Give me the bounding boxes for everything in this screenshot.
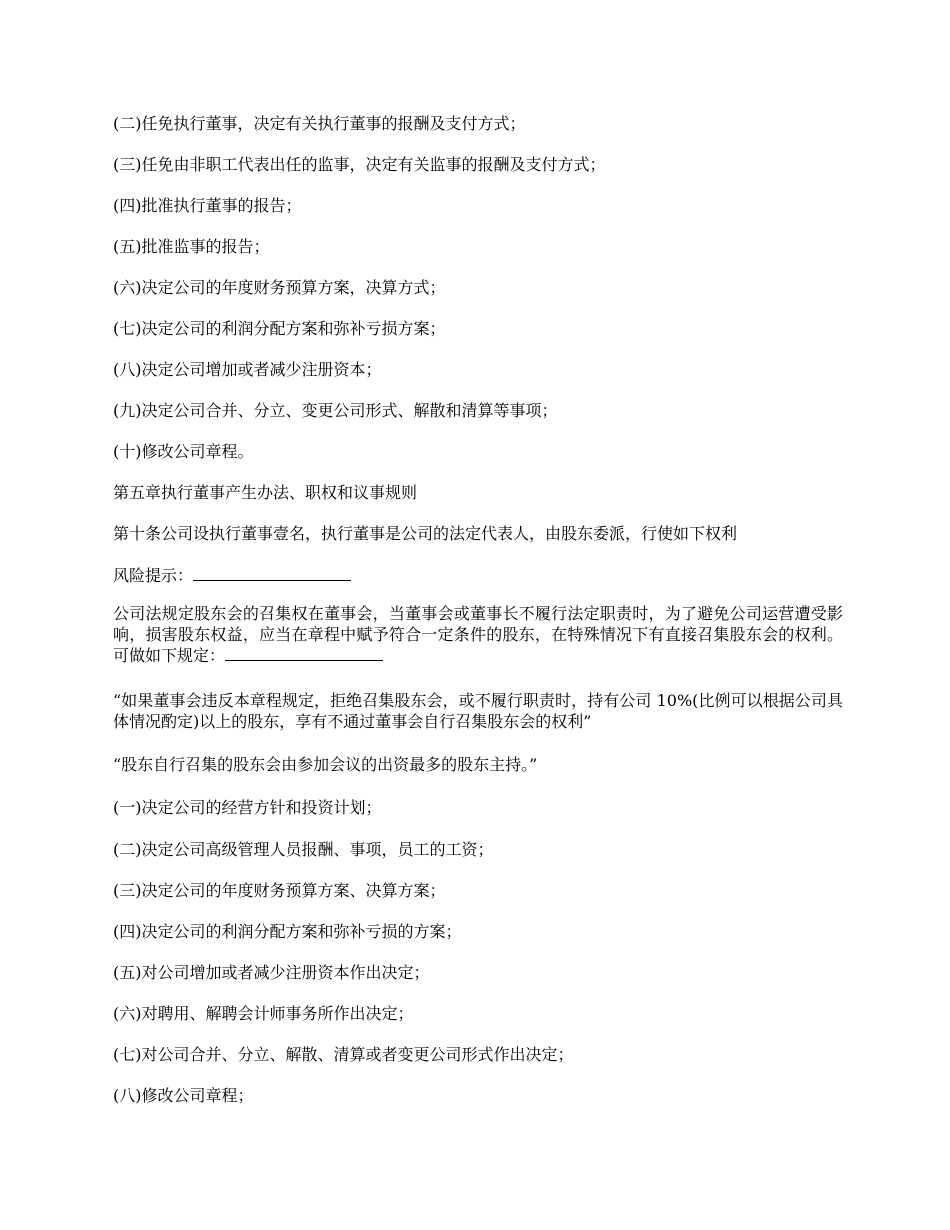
list-item: (三)决定公司的年度财务预算方案、决算方案； [113, 881, 446, 900]
list-item: (十)修改公司章程。 [113, 442, 254, 461]
list-item: (四)批准执行董事的报告； [113, 196, 302, 215]
chapter-heading: 第五章执行董事产生办法、职权和议事规则 [113, 483, 418, 502]
list-item: (八)修改公司章程； [113, 1086, 254, 1105]
risk-paragraph [113, 603, 843, 666]
list-item: (二)决定公司高级管理人员报酬、事项，员工的工资； [113, 840, 494, 859]
list-item: (九)决定公司合并、分立、变更公司形式、解散和清算等事项； [113, 401, 558, 420]
article-ten: 第十条公司设执行董事壹名，执行董事是公司的法定代表人，由股东委派，行使如下权利 [113, 524, 738, 543]
risk-line [113, 565, 843, 586]
quote-paragraph: “如果董事会违反本章程规定，拒绝召集股东会，或不履行职责时，持有公司 10%(比例可以根据公司具体情况酌定)以上的股东，享有不通过董事会自行召集股东会的权利” [113, 691, 843, 731]
risk-label: 风险提示： [113, 566, 194, 585]
list-item: (二)任免执行董事，决定有关执行董事的报酬及支付方式； [113, 114, 526, 133]
list-item: (三)任免由非职工代表出任的监事，决定有关监事的报酬及支付方式； [113, 155, 606, 174]
list-item: (五)对公司增加或者减少注册资本作出决定； [113, 963, 430, 982]
list-item: (八)决定公司增加或者减少注册资本； [113, 360, 382, 379]
fill-in-blank [193, 565, 351, 581]
list-item: (七)对公司合并、分立、解散、清算或者变更公司形式作出决定； [113, 1045, 574, 1064]
list-item: (七)决定公司的利润分配方案和弥补亏损方案； [113, 319, 446, 338]
fill-in-blank [225, 645, 383, 661]
list-item: (四)决定公司的利润分配方案和弥补亏损的方案； [113, 922, 462, 941]
quote-line: “股东自行召集的股东会由参加会议的出资最多的股东主持。” [113, 755, 538, 774]
risk-paragraph-text: 公司法规定股东会的召集权在董事会，当董事会或董事长不履行法定职责时，为了避免公司运营遭受影响，损害股东权益，应当在章程中赋予符合一定条件的股东，在特殊情况下有直接召集股东会的权利。可做如下规定： [113, 604, 843, 665]
list-item: (六)对聘用、解聘会计师事务所作出决定； [113, 1004, 414, 1023]
list-item: (五)批准监事的报告； [113, 237, 270, 256]
list-item: (六)决定公司的年度财务预算方案，决算方式； [113, 278, 446, 297]
list-item: (一)决定公司的经营方针和投资计划； [113, 798, 382, 817]
